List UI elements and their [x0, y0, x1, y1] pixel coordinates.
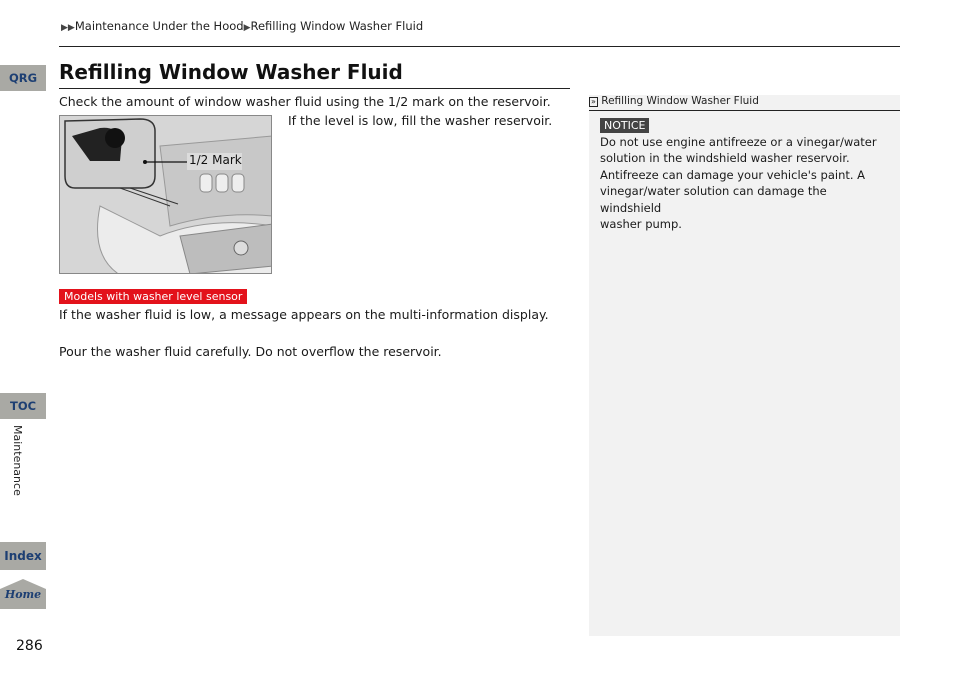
- notice-line: Do not use engine antifreeze or a vinegar/water: [600, 135, 877, 149]
- home-label: Home: [4, 588, 42, 601]
- qrg-tab[interactable]: QRG: [0, 65, 46, 91]
- toc-tab[interactable]: TOC: [0, 393, 46, 419]
- engine-bay-illustration: [59, 115, 272, 274]
- section-label: Maintenance: [11, 425, 24, 496]
- side-note-divider: [589, 110, 900, 111]
- page-number: 286: [16, 638, 43, 654]
- notice-line: solution in the windshield washer reservoir.: [600, 151, 850, 166]
- index-tab[interactable]: Index: [0, 542, 46, 570]
- page-title: Refilling Window Washer Fluid: [59, 60, 403, 84]
- notice-line: washer pump.: [600, 217, 682, 232]
- notice-line: vinegar/water solution can damage the windshield: [600, 184, 827, 215]
- breadcrumb: [61, 19, 423, 33]
- double-chevron-icon: »: [591, 97, 596, 106]
- header-divider: [59, 46, 900, 47]
- model-tag: Models with washer level sensor: [59, 289, 247, 304]
- caution-text: Pour the washer fluid carefully. Do not overflow the reservoir.: [59, 344, 442, 359]
- notice-badge: NOTICE: [600, 118, 649, 133]
- half-mark-label: 1/2 Mark: [189, 153, 242, 167]
- breadcrumb-item-maintenance[interactable]: Maintenance Under the Hood: [74, 19, 244, 33]
- intro-text: Check the amount of window washer fluid using the 1/2 mark on the reservoir.: [59, 94, 551, 109]
- side-note-header: [589, 95, 900, 110]
- notice-text: [600, 134, 890, 232]
- side-note-title: Refilling Window Washer Fluid: [601, 95, 759, 107]
- instruction-text: If the level is low, fill the washer reservoir.: [288, 113, 553, 128]
- notice-line: Antifreeze can damage your vehicle's paint. A: [600, 167, 866, 182]
- engine-illustration-graphic: [60, 116, 272, 274]
- home-button[interactable]: [0, 579, 46, 609]
- arrow-icon: ▶: [243, 23, 251, 33]
- title-divider: [59, 88, 570, 89]
- sensor-text: If the washer fluid is low, a message appears on the multi-information display.: [59, 307, 549, 322]
- double-arrow-icon: ▶▶: [61, 23, 75, 33]
- breadcrumb-item-current: Refilling Window Washer Fluid: [250, 19, 424, 33]
